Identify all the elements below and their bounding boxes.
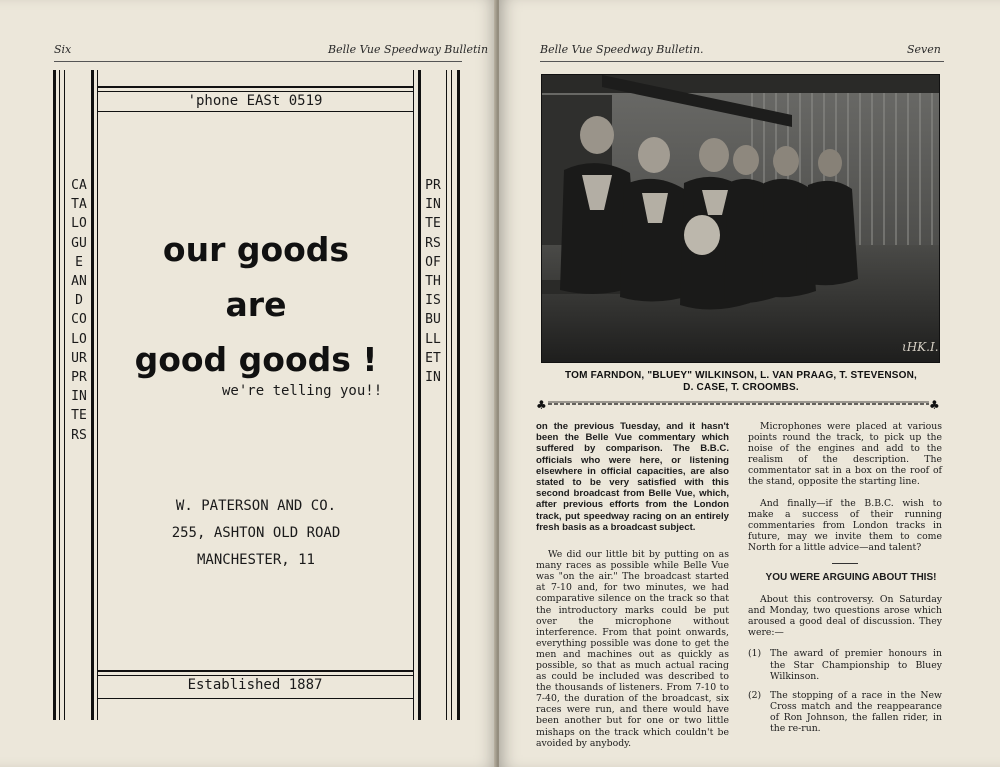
border-bar [53, 70, 56, 720]
border-bar [91, 70, 94, 720]
article-paragraph: About this controversy. On Saturday and Monday, two questions arose which aroused a good deal of discussion. They were:— [748, 594, 942, 639]
slogan-line: our goods [162, 230, 350, 269]
article-paragraph: We did our little bit by putting on as many races as possible while Belle Vue was "on the air." The broadcast started at 7-10 and, for two minutes, we had comparative silence on the track so that the introductory marks could be put over the microphone without interference. From that point onwards, everything possible was done to get the men and machines out as quickly as possible, so that as much actual racing as could be included was described to the thousands of listeners. From 7-10 to 7-40, the duration of the broadcast, six races were run, and there would have been another but for one or two little mishaps on the track which couldn't be avoided by anybody. [536, 549, 729, 749]
caption-line: TOM FARNDON, "BLUEY" WILKINSON, L. VAN PRAAG, T. STEVENSON, [564, 370, 918, 381]
page-number-left: Six [54, 43, 72, 56]
border-line [451, 70, 452, 720]
border-line [64, 70, 65, 720]
section-rule [832, 563, 858, 564]
company-name: W. PATERSON AND CO. [175, 498, 337, 514]
header-rule-right [540, 61, 944, 62]
border-bar [418, 70, 421, 720]
address-line: MANCHESTER, 11 [196, 552, 315, 568]
border-line [97, 70, 98, 720]
article-lead-paragraph: on the previous Tuesday, and it hasn't been the Belle Vue commentary which suffered by comparison. The B.B.C. officials who were here, or listening elsewhere in official capacities, are also stated to be very satisfied with this second broadcast from Belle Vue, which, after previous efforts from the London track, put speedway racing on an entirely fresh basis as a broadcast subject. [536, 421, 729, 533]
club-suit-icon: ♣ [536, 398, 547, 410]
section-heading: YOU WERE ARGUING ABOUT THIS! [765, 572, 937, 584]
printer-address [100, 493, 412, 574]
list-item-text: The award of premier honours in the Star Championship to Bluey Wilkinson. [770, 648, 942, 682]
list-item-number: (2) [748, 689, 762, 701]
header-rule-left [54, 61, 462, 62]
article-paragraph: Microphones were placed at various points round the track, to pick up the noise of the engines and add to the realism of the description. The commentator sat in a box on the roof of the stand, opposite the starting line. [748, 421, 942, 488]
border-rule [97, 91, 413, 92]
phone-number: 'phone EASt 0519 [187, 93, 323, 109]
established-line: Established 1887 [187, 677, 323, 693]
list-item-number: (1) [748, 648, 762, 660]
border-line [59, 70, 60, 720]
border-rule [97, 86, 413, 88]
border-rule [97, 670, 413, 672]
club-ornament-divider [536, 398, 941, 410]
vertical-text-catalogue: CATALOGUE AND COLOUR PRINTERS [71, 178, 87, 443]
article-column-2 [748, 421, 942, 742]
caption-line: D. CASE, T. CROOMBS. [683, 382, 799, 393]
list-item [748, 690, 942, 734]
advert-slogan [100, 222, 412, 387]
svg-text:ιΗΚ.Ι.: ιΗΚ.Ι. [902, 340, 939, 354]
border-rule [97, 675, 413, 676]
page-number-right: Seven [907, 43, 941, 56]
advert-tagline: we're telling you!! [222, 383, 383, 399]
border-rule [97, 698, 413, 699]
border-rule [97, 111, 413, 112]
slogan-line: good goods ! [134, 340, 378, 379]
border-line [413, 70, 414, 720]
list-item-text: The stopping of a race in the New Cross match and the reappearance of Ron Johnson, the fallen rider, in the re-run. [770, 689, 942, 734]
border-line [446, 70, 447, 720]
border-bar [457, 70, 460, 720]
running-title-left: Belle Vue Speedway Bulletin [328, 43, 489, 56]
photo-caption [541, 370, 941, 394]
article-column-1 [536, 421, 729, 759]
slogan-line: are [225, 285, 287, 324]
running-title-right: Belle Vue Speedway Bulletin. [540, 43, 704, 56]
club-suit-icon: ♣ [929, 398, 940, 410]
list-item [748, 648, 942, 681]
vertical-text-printers-of-bulletin: PRINTERS OF THIS BULLETIN [425, 178, 441, 386]
article-paragraph: And finally—if the B.B.C. wish to make a success of their running commentaries from London tracks in future, may we invite them to come North for a little advice—and talent? [748, 497, 942, 553]
riders-photograph [541, 74, 940, 363]
address-line: 255, ASHTON OLD ROAD [171, 525, 341, 541]
riders-photo-image [542, 75, 939, 362]
